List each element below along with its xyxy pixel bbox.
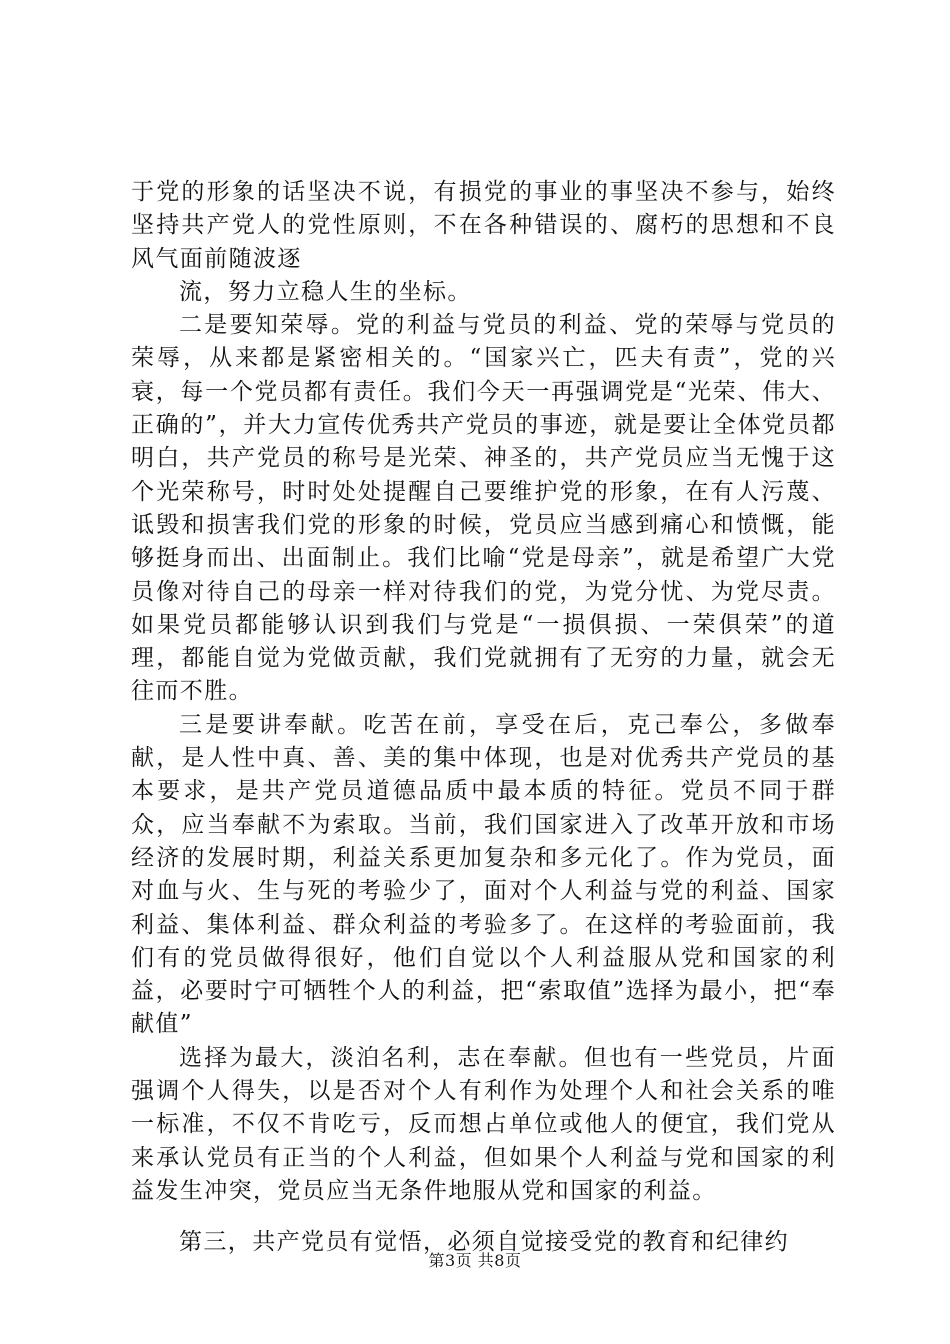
paragraph-continuation-tail: 流，努力立稳人生的坐标。 bbox=[179, 278, 472, 305]
document-body bbox=[131, 176, 836, 1260]
paragraph-third-point: 第三，共产党员有觉悟，必须自觉接受党的教育和纪律约 bbox=[179, 1229, 789, 1256]
paragraph-dedication: 三是要讲奉献。吃苦在前，享受在后，克己奉公，多做奉献，是人性中真、善、美的集中体现，也是对优秀共产党员的基本要求，是共产党员道德品质中最本质的特征。党员不同于群众，应当奉献不为索取。当前，我们国家进入了改革开放和市场经济的发展时期，利益关系更加复杂和多元化了。作为党员，面对血与火、生与死的考验少了，面对个人利益与党的利益、国家利益、集体利益、群众利益的考验多了。在这样的考验面前，我们有的党员做得很好，他们自觉以个人利益服从党和国家的利益，必要时宁可牺牲个人的利益，把“索取值”选择为最小，把“奉献值” bbox=[131, 711, 836, 1038]
paragraph-dedication-continued: 选择为最大，淡泊名利，志在奉献。但也有一些党员，片面强调个人得失，以是否对个人有利作为处理个人和社会关系的唯一标准，不仅不肯吃亏，反而想占单位或他人的便宜，我们党从来承认党员有正当的个人利益，但如果个人利益与党和国家的利益发生冲突，党员应当无条件地服从党和国家的利益。 bbox=[131, 1044, 836, 1204]
paragraph-continuation: 于党的形象的话坚决不说，有损党的事业的事坚决不参与，始终坚持共产党人的党性原则，不在各种错误的、腐朽的思想和不良风气面前随波逐 bbox=[131, 179, 836, 272]
paragraph-know-honor: 二是要知荣辱。党的利益与党员的利益、党的荣辱与党员的荣辱，从来都是紧密相关的。“国家兴亡，匹夫有责”，党的兴衰，每一个党员都有责任。我们今天一再强调党是“光荣、伟大、正确的”，并大力宣传优秀共产党员的事迹，就是要让全体党员都明白，共产党员的称号是光荣、神圣的，共产党员应当无愧于这个光荣称号，时时处处提醒自己要维护党的形象，在有人污蔑、诋毁和损害我们党的形象的时候，党员应当感到痛心和愤慨，能够挺身而出、出面制止。我们比喻“党是母亲”，就是希望广大党员像对待自己的母亲一样对待我们的党，为党分忧、为党尽责。如果党员都能够认识到我们与党是“一损俱损、一荣俱荣”的道理，都能自觉为党做贡献，我们党就拥有了无穷的力量，就会无往而不胜。 bbox=[131, 312, 836, 705]
page-footer: 第3页 共8页 bbox=[428, 1251, 522, 1270]
